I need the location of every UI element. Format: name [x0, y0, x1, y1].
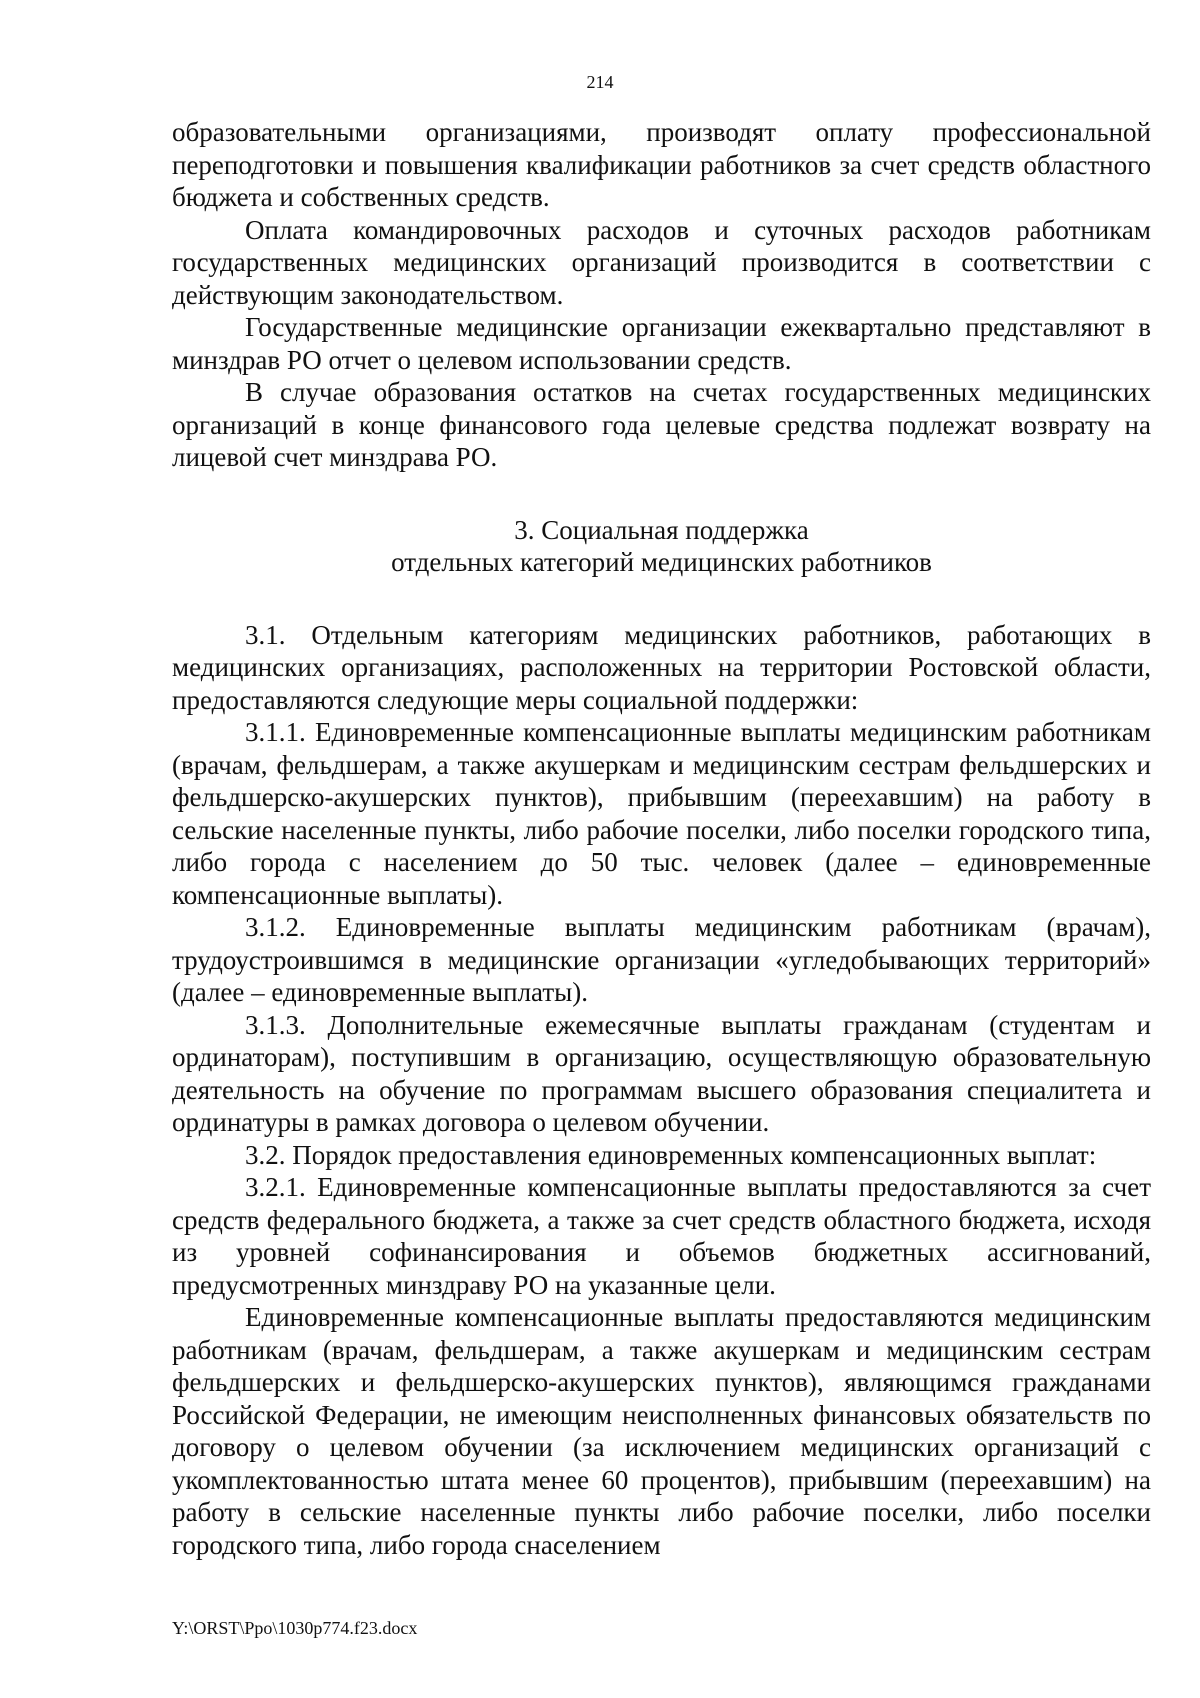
page-number: 214	[586, 72, 614, 92]
paragraph-eligibility: Единовременные компенсационные выплаты предоставляются медицинским работникам (врачам, фельдшерам, а также акушеркам и медицинским сестрам фельдшерских и фельдшерско-акушерских пунктов), являющимся гражданами Российской Федерации, не имеющим неисполненных финансовых обязательств по договору о целевом обучении (за исключением медицинских организаций с укомплектованностью штата менее 60 процентов), прибывшим (переехавшим) на работу в сельские населенные пункты либо рабочие поселки, либо поселки городского типа, либо города снаселением	[172, 1302, 1151, 1560]
section-heading	[172, 514, 1151, 579]
document-body	[172, 116, 1151, 1561]
paragraph-3-1: 3.1. Отдельным категориям медицинских работников, работающих в медицинских организациях, расположенных на территории Ростовской области, предоставляются следующие меры социальной поддержки:	[172, 619, 1151, 715]
paragraph-3-1-1: 3.1.1. Единовременные компенсационные выплаты медицинским работникам (врачам, фельдшерам, а также акушеркам и медицинским сестрам фельдшерских и фельдшерско-акушерских пунктов), прибывшим (переехавшим) на работу в сельские населенные пункты, либо рабочие поселки, либо поселки городского типа, либо города с населением до 50 тыс. человек (далее – единовременные компенсационные выплаты).	[172, 717, 1151, 910]
paragraph-quarterly-report: Государственные медицинские организации ежеквартально представляют в минздрав РО отчет о целевом использовании средств.	[172, 312, 1151, 375]
paragraph-continuation: образовательными организациями, производят оплату профессиональной переподготовки и повышения квалификации работников за счет средств областного бюджета и собственных средств.	[172, 117, 1151, 212]
file-path-footer: Y:\ORST\Ppo\1030p774.f23.docx	[172, 1618, 418, 1638]
paragraph-funds-return: В случае образования остатков на счетах государственных медицинских организаций в конце финансового года целевые средства подлежат возврату на лицевой счет минздрава РО.	[172, 377, 1151, 472]
section-heading-line-2: отдельных категорий медицинских работников	[391, 547, 932, 577]
paragraph-travel-expenses: Оплата командировочных расходов и суточных расходов работникам государственных медицинских организаций производится в соответствии с действующим законодательством.	[172, 214, 1151, 310]
paragraph-3-1-3: 3.1.3. Дополнительные ежемесячные выплаты гражданам (студентам и ординаторам), поступившим в организацию, осуществляющую образовательную деятельность на обучение по программам высшего образования специалитета и ординатуры в рамках договора о целевом обучении.	[172, 1009, 1151, 1137]
section-heading-line-1: 3. Социальная поддержка	[514, 514, 809, 545]
paragraph-3-2: 3.2. Порядок предоставления единовременных компенсационных выплат:	[245, 1139, 1097, 1170]
paragraph-3-2-1: 3.2.1. Единовременные компенсационные выплаты предоставляются за счет средств федерального бюджета, а также за счет средств областного бюджета, исходя из уровней софинансирования и объемов бюджетных ассигнований, предусмотренных минздраву РО на указанные цели.	[172, 1172, 1151, 1300]
paragraph-3-1-2: 3.1.2. Единовременные выплаты медицинским работникам (врачам), трудоустроившимся в медицинские организации «угледобывающих территорий» (далее – единовременные выплаты).	[172, 912, 1151, 1007]
